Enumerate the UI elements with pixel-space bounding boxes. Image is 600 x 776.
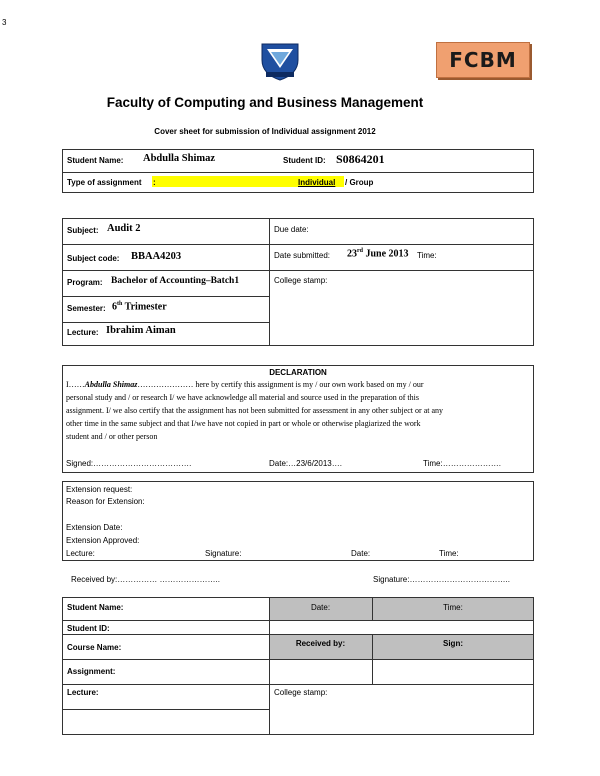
fcbm-logo-text: FCBM — [449, 48, 517, 72]
table-date-header: Date: — [310, 603, 331, 612]
divider — [269, 597, 270, 735]
subject-code-label: Subject code: — [67, 254, 120, 263]
declaration-line: personal study and / or research I/ we have acknowledge all material and source used in the preparation of this — [66, 393, 419, 402]
divider — [62, 659, 534, 660]
type-individual: Individual — [298, 178, 336, 187]
extension-signature: Signature: — [205, 549, 242, 558]
table-lecture: Lecture: — [67, 688, 99, 697]
lecture-value: Ibrahim Aiman — [106, 325, 176, 336]
date-field: Date:…23/6/2013…. — [269, 459, 342, 468]
page-title: Faculty of Computing and Business Management — [106, 95, 424, 110]
declaration-line: other time in the same subject and that I/we have not copied in part or whole or otherwise plagiarized the work — [66, 419, 421, 428]
table-student-id: Student ID: — [67, 624, 110, 633]
student-id-value: S0864201 — [336, 152, 385, 166]
type-colon: : — [153, 178, 156, 187]
divider — [62, 172, 534, 173]
divider — [269, 218, 270, 346]
declaration-text — [66, 378, 534, 443]
subject-value: Audit 2 — [107, 223, 141, 234]
declaration-heading: DECLARATION — [269, 368, 327, 377]
table-sign: Sign: — [443, 639, 463, 648]
college-stamp-label: College stamp: — [274, 276, 328, 285]
extension-date: Extension Date: — [66, 523, 123, 532]
receipt-table — [62, 597, 534, 735]
time-field: Time:…………………. — [423, 459, 501, 468]
table-course-name: Course Name: — [67, 643, 122, 652]
due-date-label: Due date: — [274, 225, 309, 234]
divider — [62, 620, 534, 621]
table-time-header: Time: — [443, 603, 463, 612]
lecture-label: Lecture: — [67, 328, 99, 337]
student-name-label: Student Name: — [67, 156, 124, 165]
subject-code-value: BBAA4203 — [131, 251, 182, 262]
student-name-value: Abdulla Shimaz — [143, 153, 216, 164]
extension-approved: Extension Approved: — [66, 536, 140, 545]
declaration-line: I……Abdulla Shimaz………………… here by certify this assignment is my / our own work based on my / our — [66, 380, 424, 389]
divider — [62, 296, 269, 297]
divider — [62, 684, 534, 685]
divider — [62, 270, 534, 271]
date-submitted-label: Date submitted: — [274, 251, 331, 260]
declaration-line: student and / or other person — [66, 432, 158, 441]
program-label: Program: — [67, 278, 103, 287]
extension-reason: Reason for Extension: — [66, 497, 145, 506]
declaration-line: assignment. I/ we also certify that the assignment has not been submitted for assessment in any other subject or at any — [66, 406, 444, 415]
page-subtitle: Cover sheet for submission of Individual assignment 2012 — [154, 127, 376, 136]
divider — [62, 244, 534, 245]
divider — [62, 634, 534, 635]
extension-date-2: Date: — [351, 549, 371, 558]
date-submitted-value: 23rd June 2013 — [347, 248, 409, 260]
table-received-by: Received by: — [295, 639, 346, 648]
divider — [62, 709, 269, 710]
table-college-stamp: College stamp: — [274, 688, 328, 697]
received-by-line: Received by:…………… ………………….. — [71, 575, 220, 584]
signed-field: Signed:………………………………. — [66, 459, 192, 468]
semester-label: Semester: — [67, 304, 106, 313]
crest-logo — [258, 38, 302, 82]
declaration-name: Abdulla Shimaz — [84, 380, 138, 389]
subject-label: Subject: — [67, 226, 99, 235]
student-id-label: Student ID: — [283, 156, 326, 165]
extension-lecture: Lecture: — [66, 549, 95, 558]
divider — [62, 322, 269, 323]
signature-line: Signature:……………………………….. — [373, 575, 510, 584]
semester-value: 6th Trimester — [112, 301, 167, 313]
assignment-type-label: Type of assignment — [67, 178, 142, 187]
fcbm-logo — [436, 42, 530, 78]
table-assignment: Assignment: — [67, 667, 116, 676]
page-number: 3 — [2, 18, 7, 27]
program-value: Bachelor of Accounting–Batch1 — [111, 276, 240, 286]
extension-request: Extension request: — [66, 485, 133, 494]
extension-box — [62, 481, 534, 561]
extension-time: Time: — [439, 549, 459, 558]
time-label: Time: — [417, 251, 437, 260]
type-group: / Group — [345, 178, 374, 187]
table-student-name: Student Name: — [67, 603, 124, 612]
